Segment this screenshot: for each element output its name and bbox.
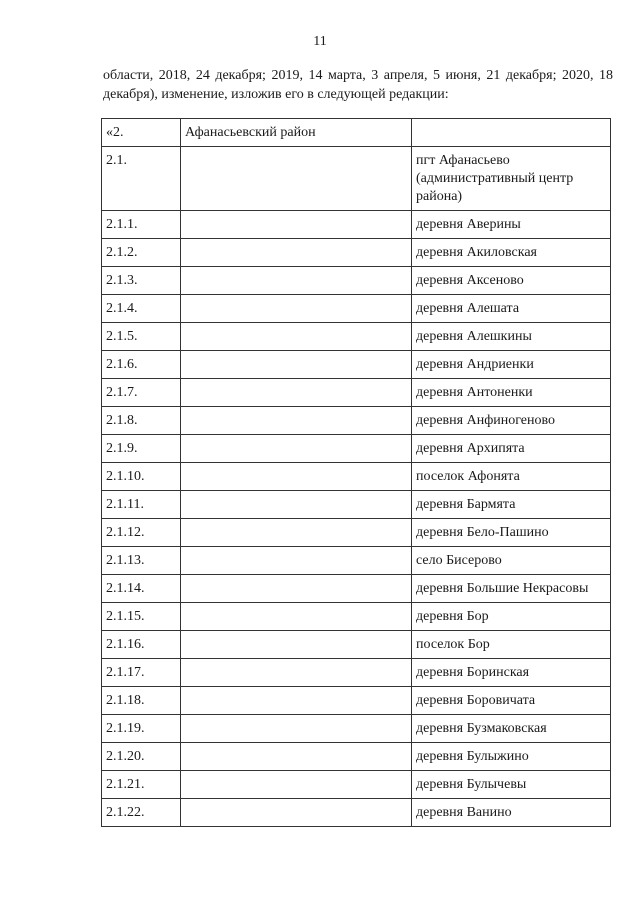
settlement-name-cell: деревня Алешата (412, 295, 611, 323)
settlements-table-body (102, 119, 611, 827)
settlement-name-cell: деревня Антоненки (412, 379, 611, 407)
row-number-cell: 2.1.22. (102, 799, 181, 827)
district-cell (181, 771, 412, 799)
table-row (102, 547, 611, 575)
row-number-cell: 2.1.4. (102, 295, 181, 323)
table-row (102, 147, 611, 211)
row-number-cell: 2.1.6. (102, 351, 181, 379)
settlement-name-cell: деревня Боровичата (412, 687, 611, 715)
district-cell (181, 631, 412, 659)
intro-paragraph: области, 2018, 24 декабря; 2019, 14 марта, 3 апреля, 5 июня, 21 декабря; 2020, 18 декабря), изменение, изложив его в следующей редакции: (103, 68, 613, 102)
settlement-name-cell: деревня Архипята (412, 435, 611, 463)
settlement-name-cell: деревня Бор (412, 603, 611, 631)
district-cell (181, 147, 412, 211)
settlement-name-cell: деревня Булыжино (412, 743, 611, 771)
row-number-cell: 2.1.8. (102, 407, 181, 435)
table-row (102, 267, 611, 295)
row-number-cell: 2.1.11. (102, 491, 181, 519)
row-number-cell: 2.1. (102, 147, 181, 211)
district-cell (181, 687, 412, 715)
table-row (102, 659, 611, 687)
table-row (102, 407, 611, 435)
table-row (102, 631, 611, 659)
district-cell (181, 351, 412, 379)
district-cell (181, 379, 412, 407)
district-cell (181, 743, 412, 771)
district-cell (181, 715, 412, 743)
table-row (102, 463, 611, 491)
table-row (102, 119, 611, 147)
table-row (102, 211, 611, 239)
table-row (102, 351, 611, 379)
settlements-table (101, 118, 611, 827)
settlement-name-cell: деревня Аксеново (412, 267, 611, 295)
settlement-name-cell: пгт Афанасьево (административный центр района) (412, 147, 611, 211)
row-number-cell: 2.1.3. (102, 267, 181, 295)
district-cell (181, 659, 412, 687)
settlement-name-cell: деревня Бузмаковская (412, 715, 611, 743)
settlement-name-cell: деревня Аверины (412, 211, 611, 239)
table-row (102, 715, 611, 743)
row-number-cell: 2.1.13. (102, 547, 181, 575)
district-cell (181, 603, 412, 631)
table-row (102, 743, 611, 771)
row-number-cell: 2.1.19. (102, 715, 181, 743)
row-number-cell: 2.1.18. (102, 687, 181, 715)
table-row (102, 575, 611, 603)
settlement-name-cell (412, 119, 611, 147)
row-number-cell: 2.1.14. (102, 575, 181, 603)
row-number-cell: 2.1.12. (102, 519, 181, 547)
row-number-cell: 2.1.10. (102, 463, 181, 491)
district-cell (181, 547, 412, 575)
district-cell (181, 407, 412, 435)
row-number-cell: «2. (102, 119, 181, 147)
page-number: 11 (313, 34, 327, 49)
settlement-name-cell: деревня Большие Некрасовы (412, 575, 611, 603)
table-row (102, 603, 611, 631)
settlement-name-cell: деревня Боринская (412, 659, 611, 687)
table-row (102, 519, 611, 547)
row-number-cell: 2.1.17. (102, 659, 181, 687)
row-number-cell: 2.1.1. (102, 211, 181, 239)
row-number-cell: 2.1.2. (102, 239, 181, 267)
settlement-name-cell: деревня Ванино (412, 799, 611, 827)
district-cell (181, 323, 412, 351)
row-number-cell: 2.1.15. (102, 603, 181, 631)
settlement-name-cell: деревня Бело-Пашино (412, 519, 611, 547)
settlement-name-cell: деревня Анфиногеново (412, 407, 611, 435)
settlement-name-cell: деревня Андриенки (412, 351, 611, 379)
table-row (102, 295, 611, 323)
settlement-name-cell: деревня Бармята (412, 491, 611, 519)
district-cell (181, 519, 412, 547)
settlement-name-cell: поселок Бор (412, 631, 611, 659)
row-number-cell: 2.1.5. (102, 323, 181, 351)
table-row (102, 435, 611, 463)
row-number-cell: 2.1.7. (102, 379, 181, 407)
district-cell (181, 295, 412, 323)
row-number-cell: 2.1.16. (102, 631, 181, 659)
district-cell (181, 799, 412, 827)
table-row (102, 323, 611, 351)
table-row (102, 491, 611, 519)
district-cell (181, 267, 412, 295)
table-row (102, 239, 611, 267)
settlement-name-cell: деревня Булычевы (412, 771, 611, 799)
table-row (102, 687, 611, 715)
settlement-name-cell: поселок Афонята (412, 463, 611, 491)
settlement-name-cell: деревня Акиловская (412, 239, 611, 267)
table-row (102, 771, 611, 799)
district-cell (181, 239, 412, 267)
district-cell (181, 491, 412, 519)
row-number-cell: 2.1.9. (102, 435, 181, 463)
table-row (102, 799, 611, 827)
district-cell (181, 463, 412, 491)
district-cell (181, 435, 412, 463)
row-number-cell: 2.1.20. (102, 743, 181, 771)
settlement-name-cell: деревня Алешкины (412, 323, 611, 351)
district-cell (181, 575, 412, 603)
row-number-cell: 2.1.21. (102, 771, 181, 799)
district-cell: Афанасьевский район (181, 119, 412, 147)
table-row (102, 379, 611, 407)
district-cell (181, 211, 412, 239)
settlement-name-cell: село Бисерово (412, 547, 611, 575)
